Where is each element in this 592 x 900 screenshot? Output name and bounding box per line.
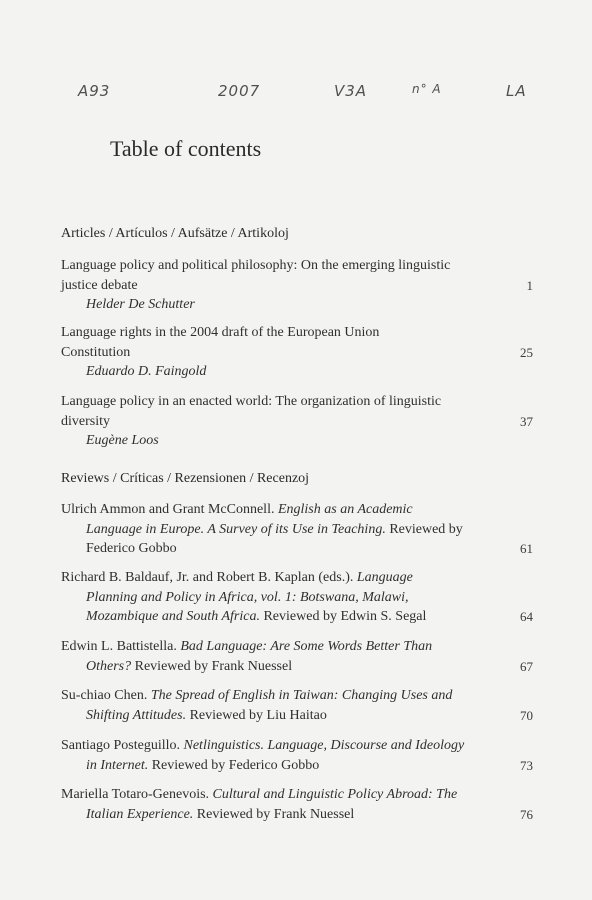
article-author: Eduardo D. Faingold: [86, 364, 207, 379]
review-citation: Mariella Totaro-Genevois. Cultural and Linguistic Policy Abroad: The Italian Experience. Reviewed by Frank Nuessel: [61, 787, 458, 822]
handwritten-note-3: V3A: [334, 82, 368, 100]
page-number: 37: [520, 414, 533, 429]
handwritten-note-5: LA: [506, 82, 527, 100]
review-entry: [61, 736, 536, 775]
article-entry: [61, 392, 536, 451]
reviews-heading: Reviews / Críticas / Rezensionen / Recenzoj: [61, 471, 310, 486]
handwritten-note-4: n° A: [412, 82, 442, 96]
page-number: 70: [520, 707, 533, 723]
page-number: 61: [520, 541, 533, 556]
articles-heading: Articles / Artículos / Aufsätze / Artikoloj: [61, 226, 289, 241]
page-number: 73: [520, 757, 533, 773]
page-number: 25: [520, 345, 533, 360]
review-entry: [61, 686, 536, 725]
article-entry: [61, 256, 536, 315]
page-number: 76: [520, 806, 533, 822]
review-entry: [61, 568, 536, 627]
article-author: Helder De Schutter: [86, 297, 195, 312]
article-author: Eugène Loos: [86, 433, 159, 448]
handwritten-note-2: 2007: [218, 82, 261, 100]
review-entry: [61, 500, 536, 559]
article-title: Language policy in an enacted world: The organization of linguistic diversity: [61, 394, 442, 429]
review-citation: Ulrich Ammon and Grant McConnell. English as an Academic Language in Europe. A Survey of its Use in Teaching. Reviewed by Federico Gobbo: [61, 502, 463, 556]
review-citation: Richard B. Baldauf, Jr. and Robert B. Kaplan (eds.). Language Planning and Policy in Africa, vol. 1: Botswana, Malawi, Mozambique and South Africa. Reviewed by Edwin S. Segal: [61, 570, 427, 624]
article-title: Language rights in the 2004 draft of the European Union Constitution: [61, 325, 380, 360]
review-citation: Su-chiao Chen. The Spread of English in Taiwan: Changing Uses and Shifting Attitudes. Reviewed by Liu Haitao: [61, 688, 453, 723]
review-entry: [61, 785, 536, 824]
article-title: Language policy and political philosophy: On the emerging linguistic justice debate: [61, 258, 451, 293]
review-citation: Edwin L. Battistella. Bad Language: Are Some Words Better Than Others? Reviewed by Frank Nuessel: [61, 639, 433, 674]
review-citation: Santiago Posteguillo. Netlinguistics. Language, Discourse and Ideology in Internet. Reviewed by Federico Gobbo: [61, 738, 465, 773]
page-number: 64: [520, 609, 533, 624]
page-number: 1: [526, 278, 533, 293]
review-entry: [61, 637, 536, 676]
page-number: 67: [520, 658, 533, 674]
article-entry: [61, 323, 536, 382]
handwritten-note-1: A93: [78, 82, 111, 100]
page-title: Table of contents: [110, 136, 262, 161]
